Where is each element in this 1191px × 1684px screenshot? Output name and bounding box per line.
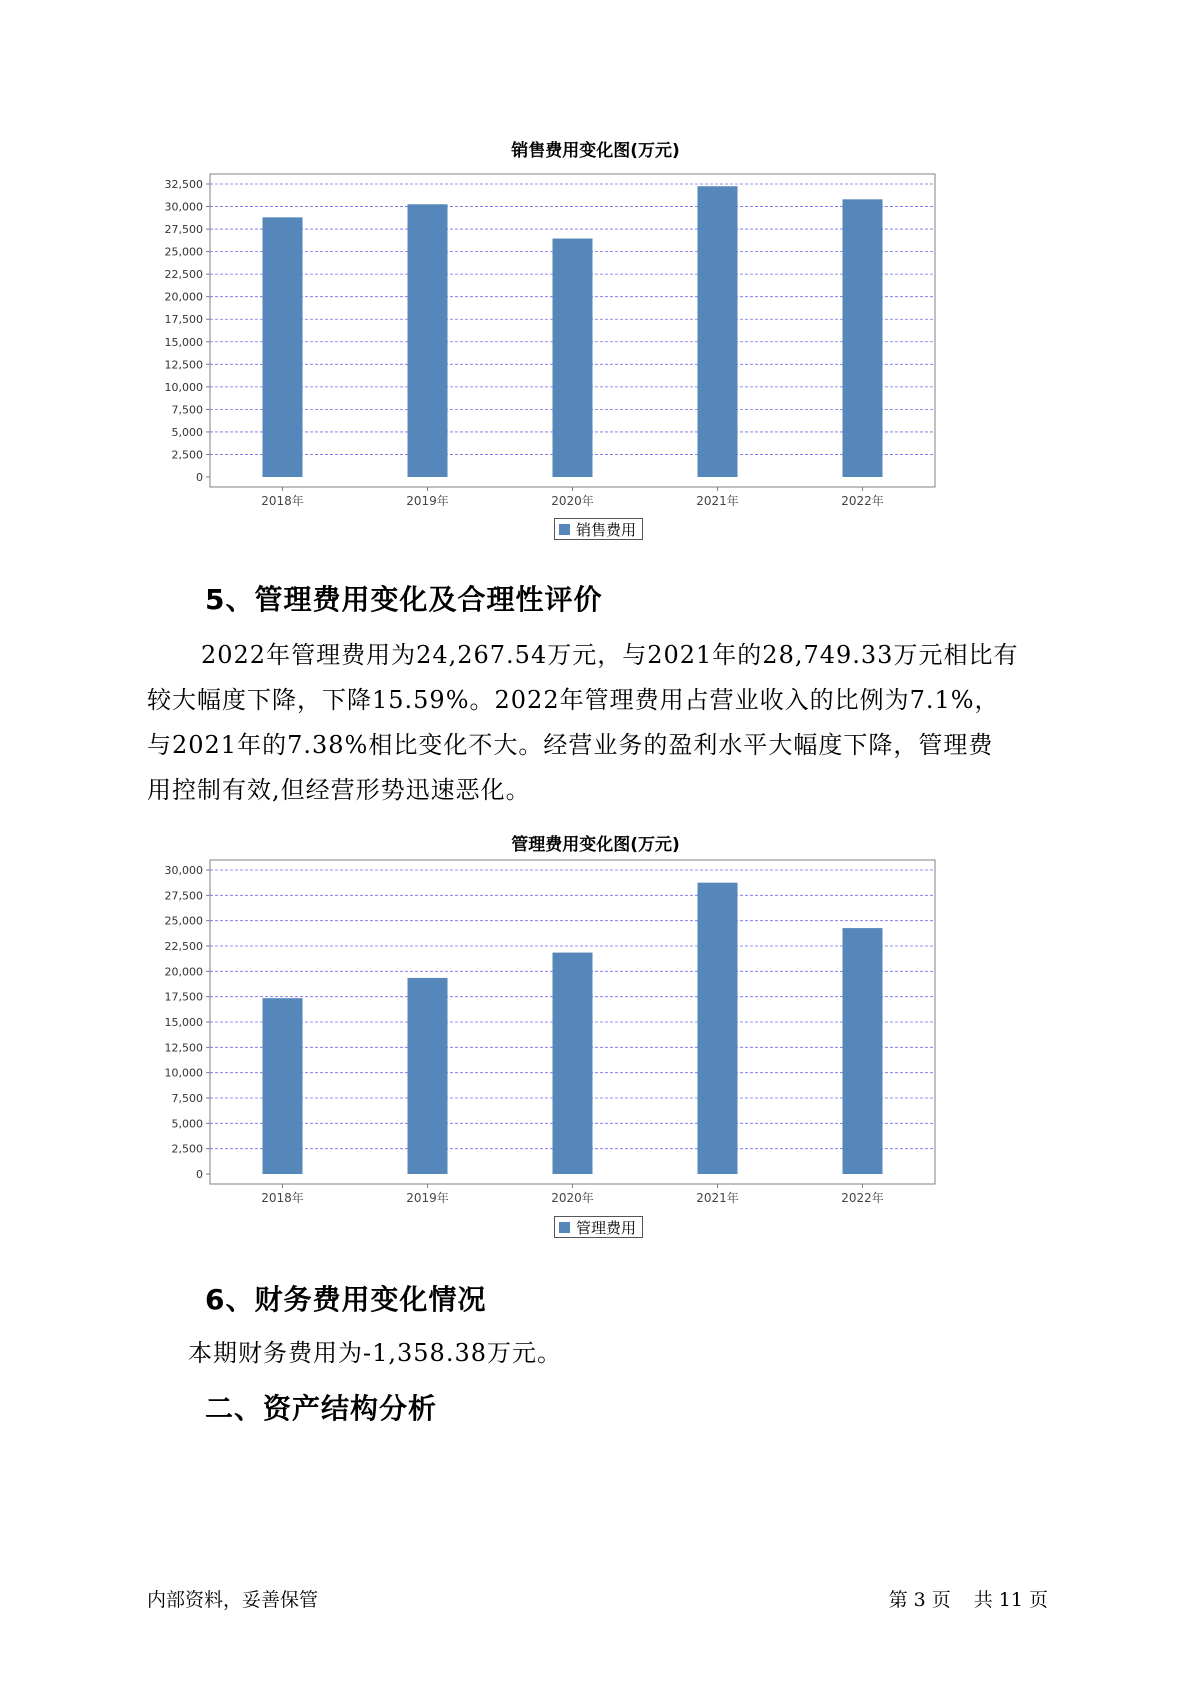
sales-legend	[554, 518, 643, 540]
x-tick-label: 2022年	[841, 1191, 884, 1205]
y-tick-label: 5,000	[171, 1117, 203, 1131]
bar	[843, 199, 883, 477]
y-tick-label: 30,000	[164, 864, 203, 877]
y-tick-label: 2,500	[171, 448, 203, 462]
y-tick-label: 15,000	[164, 1016, 203, 1029]
bar	[843, 928, 883, 1174]
para-line: 用控制有效,但经营形势迅速恶化。	[147, 776, 531, 804]
bar	[553, 239, 593, 477]
page-word: 页	[931, 1589, 951, 1611]
bar	[698, 186, 738, 477]
sales-expense-chart	[140, 170, 940, 515]
y-tick-label: 17,500	[164, 990, 203, 1004]
para-line: 本期财务费用为-1,358.38万元。	[188, 1339, 562, 1367]
y-tick-label: 22,500	[164, 940, 203, 953]
admin-legend	[554, 1216, 643, 1238]
y-tick-label: 12,500	[164, 358, 203, 372]
legend-swatch	[559, 524, 570, 535]
page-prefix: 第	[888, 1589, 908, 1611]
admin-expense-chart	[140, 858, 940, 1213]
para-line: 2022年管理费用为24,267.54万元，与2021年的28,749.33万元相比有	[201, 641, 1019, 669]
y-tick-label: 20,000	[164, 290, 203, 304]
section-6-paragraph	[188, 1331, 1088, 1376]
y-tick-label: 7,500	[171, 1092, 203, 1105]
x-tick-label: 2018年	[261, 494, 304, 508]
y-tick-label: 12,500	[164, 1041, 203, 1055]
y-tick-label: 32,500	[164, 178, 203, 191]
y-tick-label: 22,500	[164, 268, 203, 282]
total-word: 页	[1028, 1589, 1048, 1611]
y-tick-label: 30,000	[164, 200, 203, 214]
total-pages: 11	[998, 1589, 1023, 1611]
bar	[263, 998, 303, 1174]
y-tick-label: 27,500	[164, 889, 203, 903]
y-tick-label: 15,000	[164, 335, 203, 349]
footer-page-info	[886, 1585, 1051, 1612]
x-tick-label: 2021年	[696, 1191, 739, 1205]
bar	[553, 953, 593, 1174]
y-tick-label: 0	[196, 471, 203, 484]
y-tick-label: 27,500	[164, 223, 203, 237]
x-tick-label: 2021年	[696, 494, 739, 508]
y-tick-label: 5,000	[171, 425, 203, 439]
x-tick-label: 2019年	[406, 1191, 449, 1205]
y-tick-label: 20,000	[164, 965, 203, 979]
legend-swatch	[559, 1222, 570, 1233]
y-tick-label: 0	[196, 1168, 203, 1181]
chart-title-sales: 销售费用变化图(万元)	[511, 141, 680, 161]
section-5-heading: 5、管理费用变化及合理性评价	[205, 583, 603, 616]
para-line: 较大幅度下降，下降15.59%。2022年管理费用占营业收入的比例为7.1%，	[147, 686, 1000, 714]
para-line: 与2021年的7.38%相比变化不大。经营业务的盈利水平大幅度下降，管理费	[147, 731, 994, 759]
y-tick-label: 17,500	[164, 313, 203, 327]
section-5-paragraph	[147, 633, 1047, 813]
x-tick-label: 2018年	[261, 1191, 304, 1205]
legend-label: 管理费用	[576, 1218, 637, 1237]
y-tick-label: 25,000	[164, 245, 203, 259]
x-tick-label: 2020年	[551, 494, 594, 508]
bar	[263, 217, 303, 477]
x-tick-label: 2019年	[406, 494, 449, 508]
total-prefix: 共	[973, 1589, 993, 1611]
y-tick-label: 10,000	[164, 380, 203, 394]
bar	[698, 883, 738, 1174]
section-two-heading: 二、资产结构分析	[205, 1392, 438, 1425]
legend-label: 销售费用	[576, 520, 637, 539]
page-number: 3	[913, 1589, 926, 1611]
chart-title-admin: 管理费用变化图(万元)	[511, 835, 680, 855]
bar	[408, 978, 448, 1174]
x-tick-label: 2020年	[551, 1191, 594, 1205]
y-tick-label: 10,000	[164, 1066, 203, 1080]
footer-confidential: 内部资料，妥善保管	[147, 1589, 319, 1611]
y-tick-label: 7,500	[171, 403, 203, 417]
y-tick-label: 2,500	[171, 1142, 203, 1156]
section-6-heading: 6、财务费用变化情况	[205, 1283, 487, 1316]
x-tick-label: 2022年	[841, 494, 884, 508]
y-tick-label: 25,000	[164, 914, 203, 928]
bar	[408, 204, 448, 477]
